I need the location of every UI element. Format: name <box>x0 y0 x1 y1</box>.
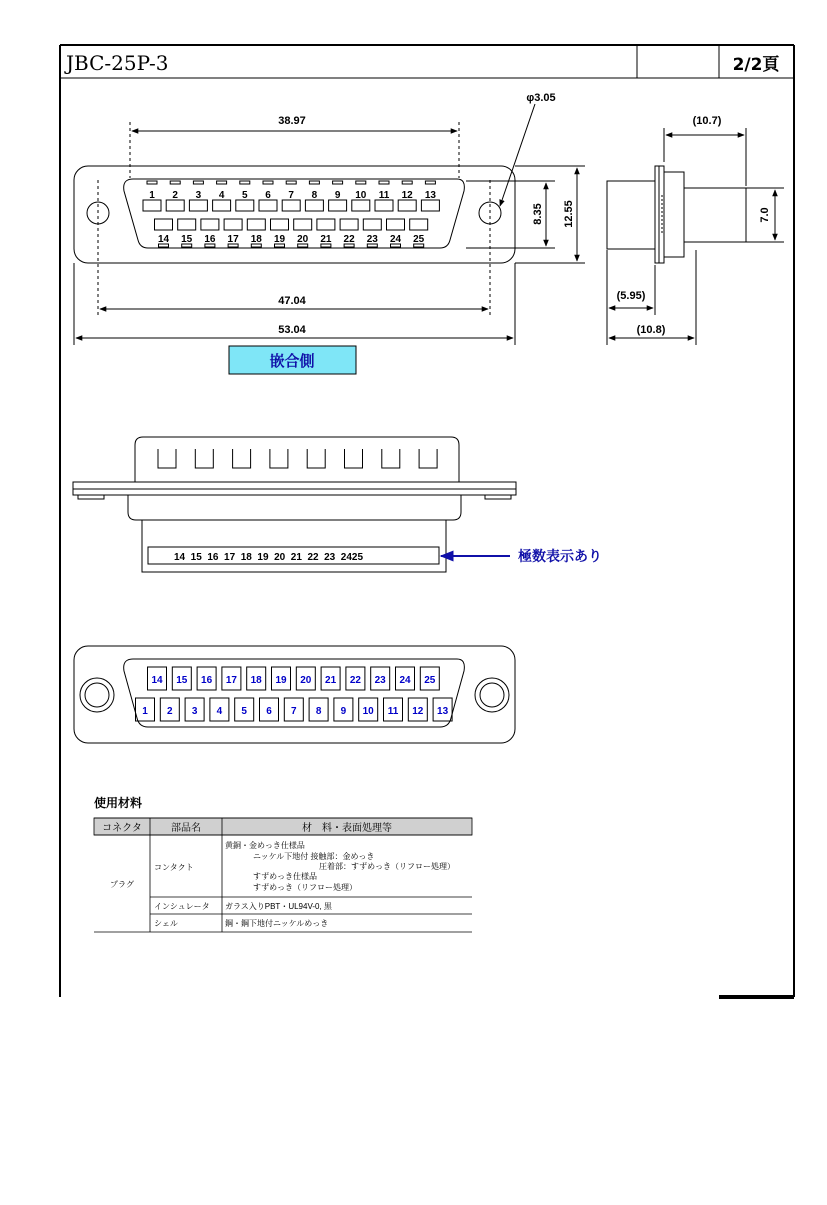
front-contact-tab-6 <box>263 181 273 184</box>
front-pin-label-23: 23 <box>366 234 378 245</box>
front-contacts-bottom <box>155 219 428 247</box>
top-slot <box>233 449 251 468</box>
rear-pin-label-14: 14 <box>151 675 163 686</box>
materials-contact-line-5: すずめっき（リフロー処理） <box>253 883 357 892</box>
front-contact-tab-11 <box>379 181 389 184</box>
mating-side-label: 嵌合側 <box>269 353 315 370</box>
rear-pin-label-20: 20 <box>300 675 312 686</box>
rear-pin-label-17: 17 <box>225 675 237 686</box>
front-contact-17 <box>224 219 242 230</box>
front-pin-label-17: 17 <box>227 234 239 245</box>
rear-pin-label-21: 21 <box>325 675 337 686</box>
front-contact-tab-9 <box>333 181 343 184</box>
drawing-title: JBC-25P-3 <box>66 51 169 75</box>
front-dimensions <box>74 104 585 345</box>
rear-pin-label-7: 7 <box>291 706 297 717</box>
front-contact-1 <box>143 200 161 211</box>
front-pin-label-20: 20 <box>297 234 309 245</box>
front-contact-tab-10 <box>356 181 366 184</box>
rear-pin-label-19: 19 <box>275 675 287 686</box>
front-contact-tab-3 <box>193 181 203 184</box>
front-contact-16 <box>201 219 219 230</box>
materials-contact-line-1: 黄銅・金めっき仕様品 <box>225 841 305 850</box>
front-contact-3 <box>189 200 207 211</box>
rear-pin-label-22: 22 <box>349 675 361 686</box>
rear-pin-label-5: 5 <box>241 706 247 717</box>
front-contact-23 <box>363 219 381 230</box>
top-slot <box>270 449 288 468</box>
rear-pin-label-8: 8 <box>315 706 322 717</box>
front-contact-tab-5 <box>240 181 250 184</box>
front-pin-label-21: 21 <box>320 234 332 245</box>
dim-outer-height: 12.55 <box>563 200 575 228</box>
materials-contact-line-4: すずめっき仕様品 <box>253 872 317 881</box>
front-pin-label-6: 6 <box>265 190 271 201</box>
materials-header-part: 部品名 <box>171 823 201 834</box>
rear-pin-label-9: 9 <box>340 706 347 717</box>
front-pin-label-22: 22 <box>343 234 355 245</box>
materials-title: 使用材料 <box>94 796 143 810</box>
top-view-slots <box>158 449 437 468</box>
front-pin-labels <box>149 190 436 245</box>
rear-view <box>74 646 515 743</box>
dim-side-height: 7.0 <box>759 207 771 223</box>
front-contact-18 <box>247 219 265 230</box>
dim-screw-diameter: φ3.05 <box>526 92 556 104</box>
front-contact-2 <box>166 200 184 211</box>
materials-header-material: 材 料・表面処理等 <box>302 823 392 834</box>
front-pin-label-5: 5 <box>242 190 248 201</box>
front-pin-label-24: 24 <box>389 234 402 245</box>
front-view <box>74 166 515 263</box>
rear-pin-label-18: 18 <box>250 675 262 686</box>
materials-shell-material: 鋼・鋼下地付ニッケルめっき <box>225 919 329 928</box>
front-pin-label-13: 13 <box>424 190 436 201</box>
dim-side-depth-top: (10.7) <box>692 115 722 127</box>
front-contact-tab-8 <box>309 181 319 184</box>
front-contact-15 <box>178 219 196 230</box>
page-number: 2/2頁 <box>732 55 780 75</box>
rear-pin-label-1: 1 <box>142 706 148 717</box>
side-view <box>607 128 784 345</box>
rear-pin-label-25: 25 <box>424 675 436 686</box>
front-pin-label-9: 9 <box>334 190 341 201</box>
dim-side-flange: (5.95) <box>616 290 646 302</box>
rear-pin-label-10: 10 <box>362 706 374 717</box>
front-pin-label-15: 15 <box>181 234 193 245</box>
dim-side-depth-bottom: (10.8) <box>636 324 666 336</box>
materials-connector-type: プラグ <box>110 880 134 889</box>
front-pin-label-18: 18 <box>250 234 262 245</box>
materials-contact-line-2: ニッケル下地付 接触部：金めっき <box>253 852 375 861</box>
front-contact-4 <box>213 200 231 211</box>
front-pin-label-25: 25 <box>413 234 425 245</box>
dim-inner-height: 8.35 <box>532 203 544 225</box>
rear-pin-label-3: 3 <box>191 706 198 717</box>
dim-pin-span: 38.97 <box>278 115 306 127</box>
front-contact-9 <box>329 200 347 211</box>
front-pin-label-7: 7 <box>288 190 294 201</box>
top-slot <box>419 449 437 468</box>
front-pin-label-8: 8 <box>311 190 318 201</box>
front-pin-label-10: 10 <box>355 190 367 201</box>
dim-hole-pitch: 47.04 <box>278 295 306 307</box>
dim-overall-width: 53.04 <box>278 324 306 336</box>
rear-pin-label-2: 2 <box>167 706 173 717</box>
top-slot <box>345 449 363 468</box>
front-pin-label-16: 16 <box>204 234 216 245</box>
front-contact-22 <box>340 219 358 230</box>
front-contact-tab-12 <box>402 181 412 184</box>
materials-header-connector: コネクタ <box>102 823 142 834</box>
front-contact-25 <box>410 219 428 230</box>
rear-pin-label-23: 23 <box>374 675 386 686</box>
rear-pin-label-24: 24 <box>399 675 411 686</box>
materials-part-contact: コンタクト <box>154 863 194 872</box>
front-pin-label-4: 4 <box>218 190 225 201</box>
materials-insulator-material: ガラス入りPBT・UL94V-0, 黒 <box>225 902 332 911</box>
front-contact-13 <box>421 200 439 211</box>
top-slot <box>382 449 400 468</box>
front-contact-7 <box>282 200 300 211</box>
materials-contact-line-3: 圧着部：すずめっき（リフロー処理） <box>319 862 455 871</box>
front-contact-24 <box>387 219 405 230</box>
front-contact-14 <box>155 219 173 230</box>
front-contact-19 <box>271 219 289 230</box>
rear-pin-label-11: 11 <box>387 706 399 717</box>
front-contact-tab-2 <box>170 181 180 184</box>
top-slot <box>307 449 325 468</box>
front-contact-21 <box>317 219 335 230</box>
top-slot <box>158 449 176 468</box>
front-contact-11 <box>375 200 393 211</box>
front-contact-20 <box>294 219 312 230</box>
front-pin-label-3: 3 <box>195 190 202 201</box>
top-slot <box>195 449 213 468</box>
front-contact-tab-13 <box>425 181 435 184</box>
front-contact-12 <box>398 200 416 211</box>
pole-display-note: 極数表示あり <box>518 548 602 564</box>
front-contact-tab-7 <box>286 181 296 184</box>
rear-pin-label-15: 15 <box>176 675 188 686</box>
front-pin-label-12: 12 <box>401 190 413 201</box>
front-pin-label-2: 2 <box>172 190 178 201</box>
front-contact-8 <box>305 200 323 211</box>
front-pin-label-19: 19 <box>273 234 286 245</box>
front-contact-6 <box>259 200 277 211</box>
rear-pin-label-4: 4 <box>216 706 223 717</box>
rear-pin-label-16: 16 <box>201 675 213 686</box>
front-contact-5 <box>236 200 254 211</box>
rear-pin-label-13: 13 <box>437 706 449 717</box>
front-pin-label-14: 14 <box>157 234 170 245</box>
front-pin-label-11: 11 <box>378 190 390 201</box>
materials-part-insulator: インシュレータ <box>154 902 210 911</box>
front-pin-label-1: 1 <box>149 190 155 201</box>
materials-part-shell: シェル <box>154 919 178 928</box>
front-contact-tab-1 <box>147 181 157 184</box>
front-contact-tab-4 <box>217 181 227 184</box>
pole-number-strip: 14 15 16 17 18 19 20 21 22 23 2425 <box>174 552 364 563</box>
rear-pin-label-6: 6 <box>266 706 272 717</box>
rear-pin-label-12: 12 <box>412 706 424 717</box>
front-contact-10 <box>352 200 370 211</box>
